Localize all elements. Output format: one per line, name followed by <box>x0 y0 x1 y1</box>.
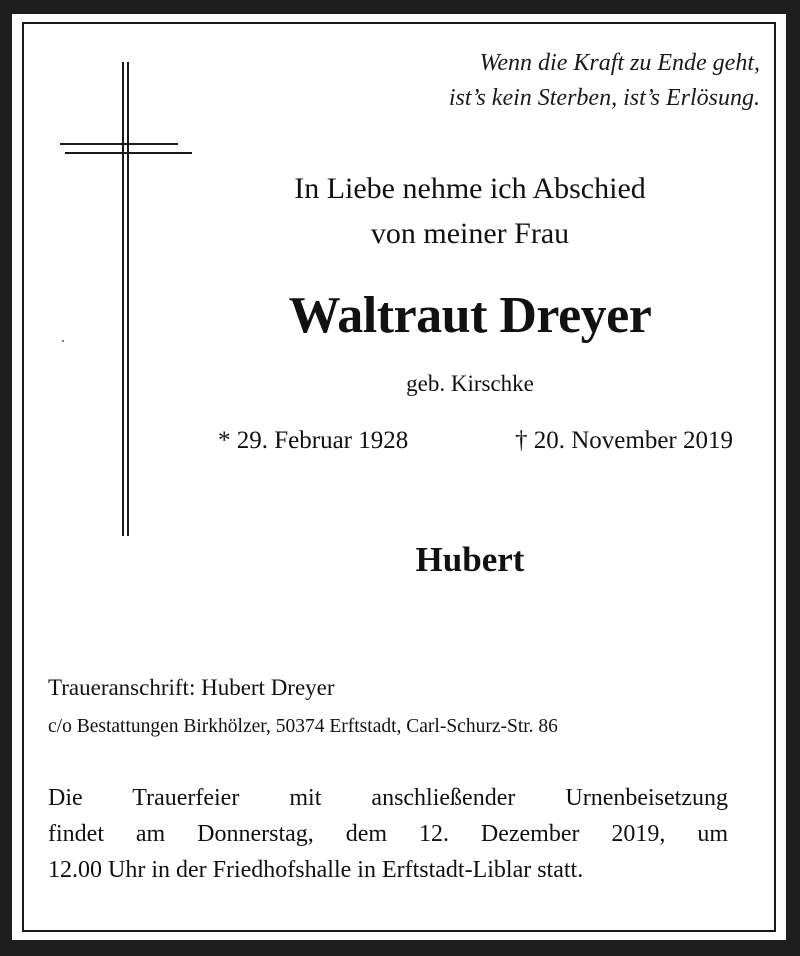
deceased-name: Waltraut Dreyer <box>288 287 652 344</box>
farewell-text <box>220 166 720 256</box>
speck-decoration <box>62 340 64 342</box>
birth-name: geb. Kirschke <box>406 371 534 396</box>
cross-icon <box>60 62 192 538</box>
service-line-3: 12.00 Uhr in der Friedhofshalle in Erftstadt-Liblar statt. <box>48 857 584 883</box>
motto-line-1: Wenn die Kraft zu Ende geht, <box>479 50 760 76</box>
funeral-service-info <box>48 780 728 888</box>
farewell-line-2: von meiner Frau <box>370 217 570 250</box>
service-line-2: findet am Donnerstag, dem 12. Dezember 2019, um <box>48 821 728 847</box>
birth-date: * 29. Februar 1928 <box>218 427 409 454</box>
motto-line-2: ist’s kein Sterben, ist’s Erlösung. <box>448 85 760 111</box>
service-line-1: Die Trauerfeier mit anschließender Urnenbeisetzung <box>48 785 728 811</box>
condolence-address-detail: c/o Bestattungen Birkhölzer, 50374 Erftstadt, Carl-Schurz-Str. 86 <box>48 716 558 737</box>
life-dates <box>218 426 733 456</box>
motto-quote <box>449 46 760 116</box>
death-date: † 20. November 2019 <box>514 427 733 454</box>
farewell-line-1: In Liebe nehme ich Abschied <box>294 172 646 205</box>
mourner-name: Hubert <box>415 540 525 579</box>
condolence-address-title: Traueranschrift: Hubert Dreyer <box>48 675 335 700</box>
